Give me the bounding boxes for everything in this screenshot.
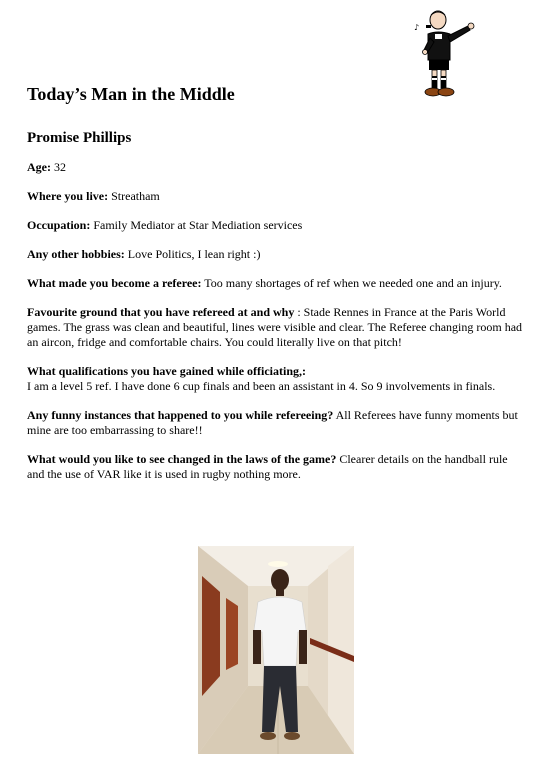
qa-value: I am a level 5 ref. I have done 6 cup finals and been an assistant in 4. So 9 involvements in finals.: [27, 379, 496, 393]
qa-label: What made you become a referee:: [27, 276, 202, 290]
qa-value: Clearer details on the handball rule and the use of VAR like it is used in rugby nothing more.: [27, 452, 508, 481]
qa-label: Occupation:: [27, 218, 91, 232]
qa-value: Too many shortages of ref when we needed one and an injury.: [201, 276, 502, 290]
qa-occupation: [27, 218, 527, 233]
qa-label: What qualifications you have gained while officiating,:: [27, 364, 307, 378]
qa-label: Age:: [27, 160, 51, 174]
qa-label: What would you like to see changed in the laws of the game?: [27, 452, 337, 466]
qa-value: Family Mediator at Star Mediation services: [90, 218, 303, 232]
qa-age: [27, 160, 527, 175]
qa-location: [27, 189, 527, 204]
referee-name: Promise Phillips: [27, 130, 132, 146]
qa-motivation: [27, 276, 527, 291]
qa-value: 32: [51, 160, 66, 174]
article-content: [27, 82, 527, 482]
qa-label: Favourite ground that you have refereed at and why: [27, 305, 295, 319]
qa-law-changes: [27, 452, 527, 482]
qa-hobbies: [27, 247, 527, 262]
qa-value: : Stade Rennes in France at the Paris World games. The grass was clean and beautiful, lines were visible and clear. The Referee changing room had an aircon, fridge and comfortable chairs. You could literally live on that pitch!: [27, 305, 523, 349]
qa-value: All Referees have funny moments but mine are too embarrassing to share!!: [27, 408, 518, 437]
svg-text:♪: ♪: [414, 23, 420, 32]
qa-label: Where you live:: [27, 189, 109, 203]
qa-value: Love Politics, I lean right :): [124, 247, 261, 261]
page-title: Today’s Man in the Middle: [27, 84, 235, 104]
qa-favourite-ground: [27, 305, 527, 350]
referee-portrait-photo: [198, 546, 354, 754]
qa-label: Any other hobbies:: [27, 247, 125, 261]
qa-qualifications: [27, 364, 527, 394]
qa-label: Any funny instances that happened to you while refereeing?: [27, 408, 334, 422]
qa-value: Streatham: [108, 189, 160, 203]
qa-funny-instances: [27, 408, 527, 438]
